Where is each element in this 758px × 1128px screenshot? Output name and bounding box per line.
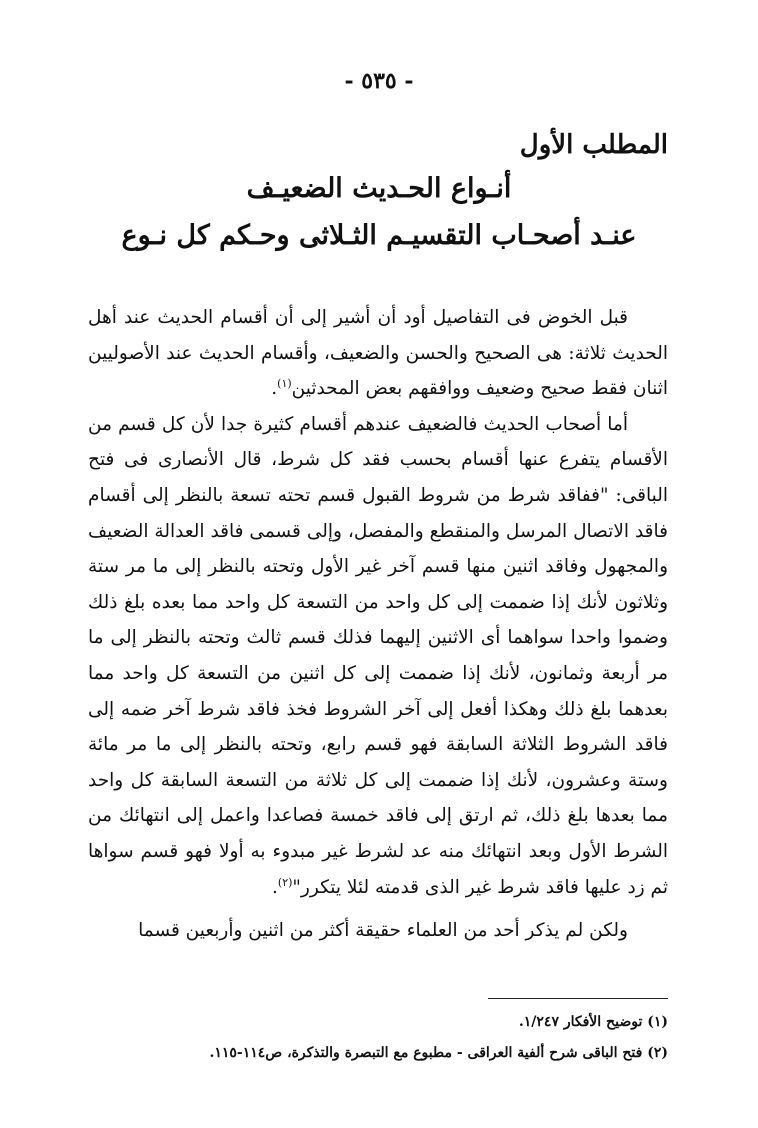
paragraph-2 <box>88 407 668 905</box>
paragraph-3-text: ولكن لم يذكر أحد من العلماء حقيقة أكثر من اثنين وأربعين قسما <box>138 920 628 942</box>
paragraph-1 <box>88 300 668 407</box>
paragraph-1-end: . <box>271 378 278 400</box>
footnote-2: (٢) فتح الباقى شرح ألفية العراقى - مطبوع مع التبصرة والتذكرة، ص١١٤-١١٥. <box>209 1045 668 1061</box>
paragraph-3 <box>88 913 668 949</box>
chapter-title-line-2: عنـد أصحـاب التقسيـم الثـلاثى وحـكم كل نـوع <box>121 220 637 251</box>
paragraph-2-end: . <box>272 876 278 898</box>
footnote-ref-1: (١) <box>277 377 292 391</box>
footnote-1: (١) توضيح الأفكار ١/٢٤٧. <box>518 1014 668 1030</box>
chapter-title-line-1: أنـواع الحـديث الضعيـف <box>246 173 512 204</box>
page-number: - ٥٣٥ - <box>344 68 414 94</box>
footnote-divider <box>488 998 668 999</box>
footnote-ref-2: (٢) <box>277 875 293 889</box>
section-heading: المطلب الأول <box>519 130 668 160</box>
body-text <box>88 300 668 949</box>
paragraph-1-text: قبل الخوض فى التفاصيل أود أن أشير إلى أن أقسام الحديث عند أهل الحديث ثلاثة: هى الصحيح والحسن والضعيف، وأقسام الحديث عند الأصوليين اثنان فقط صحيح وضعيف ووافقهم بعض المحدثين <box>88 307 668 400</box>
paragraph-2-text: أما أصحاب الحديث فالضعيف عندهم أقسام كثيرة جدا لأن كل قسم من الأقسام يتفرع عنها أقسام بحسب فقد كل شرط، قال الأنصارى فى فتح الباقى: "ففاقد شرط من شروط القبول قسم تحته تسعة بالنظر إلى أقسام فاقد الاتصال المرسل والمنقطع والمفصل، وإلى قسمى فاقد العدالة الضعيف والمجهول وفاقد اثنين منها قسم آخر غير الأول وتحته بالنظر إلى ما مر ستة وثلاثون لأنك إذا ضممت إلى كل واحد من التسعة كل واحد مما بعده بلغ ذلك وضموا واحدا سواهما أى الاثنين إليهما فذلك قسم ثالث وتحته بالنظر إلى ما مر أربعة وثمانون، لأنك إذا ضممت إلى كل اثنين من التسعة كل واحد مما بعدهما بلغ ذلك وهكذا أفعل إلى آخر الشروط فخذ فاقد شرط آخر ضمه إلى فاقد الشروط الثلاثة السابقة فهو قسم رابع، وتحته بالنظر إلى ما مر مائة وستة وعشرون، لأنك إذا ضممت إلى كل ثلاثة من التسعة السابقة كل واحد مما بعدها بلغ ذلك، ثم ارتق إلى فاقد خمسة فصاعدا واعمل إلى انتهائك من الشرط الأول وبعد انتهائك منه عد لشرط غير مبدوء به أولا فهو قسم سواها ثم زد عليها فاقد شرط غير الذى قدمته لئلا يتكرر" <box>88 413 668 898</box>
